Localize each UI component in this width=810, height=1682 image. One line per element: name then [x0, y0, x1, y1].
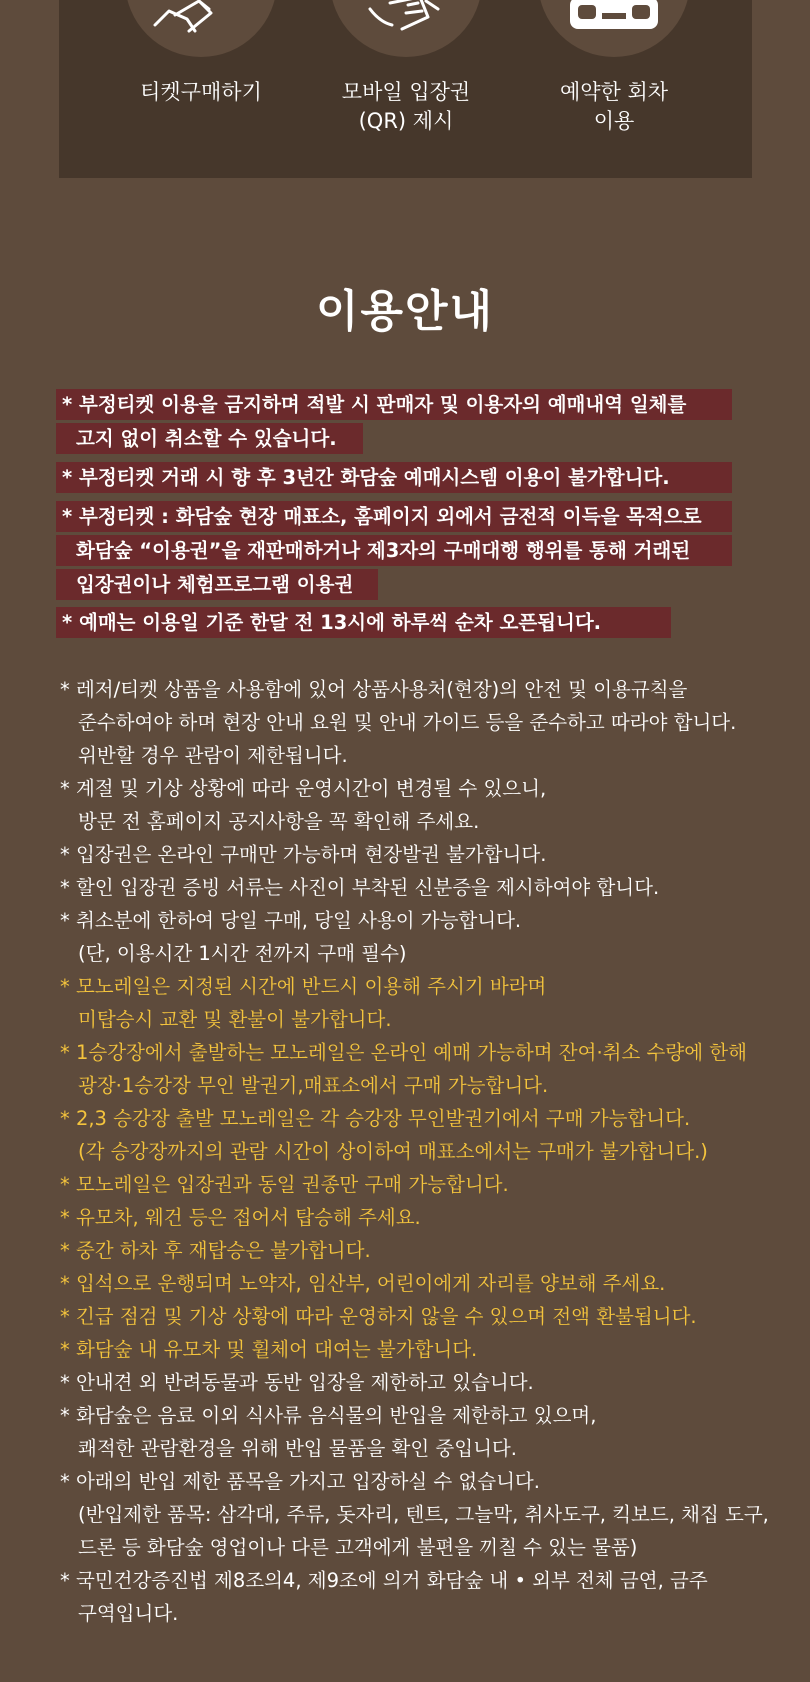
usage-rules-list	[60, 673, 800, 1630]
rule-item	[60, 673, 800, 772]
notice-line: * 예매는 이용일 기준 한달 전 13시에 하루씩 순차 오픈됩니다.	[56, 607, 671, 638]
rule-text: * 취소분에 한하여 당일 구매, 당일 사용이 가능합니다.	[60, 909, 522, 932]
rule-item	[60, 1168, 800, 1201]
notice-line: 고지 없이 취소할 수 있습니다.	[56, 423, 363, 454]
notice-line: 화담숲 “이용권”을 재판매하거나 제3자의 구매대행 행위를 통해 거래된	[56, 535, 732, 566]
rule-item	[60, 772, 800, 838]
rule-item	[60, 1465, 800, 1564]
rule-continuation-text: 위반할 경우 관람이 제한됩니다.	[78, 744, 348, 767]
rule-continuation-text: 구역입니다.	[78, 1602, 179, 1625]
rule-text: * 중간 하차 후 재탑승은 불가합니다.	[60, 1239, 371, 1262]
step-2-label	[306, 78, 506, 136]
rule-item	[60, 1333, 800, 1366]
rule-item	[60, 970, 800, 1036]
rule-item	[60, 1564, 800, 1630]
step-1-label-line: 티켓구매하기	[140, 80, 262, 104]
rule-continuation-text: (각 승강장까지의 관람 시간이 상이하여 매표소에서는 구매가 불가합니다.)	[78, 1140, 708, 1163]
rule-text: * 유모차, 웨건 등은 접어서 탑승해 주세요.	[60, 1206, 421, 1229]
step-1-circle	[125, 0, 277, 57]
rule-text: * 국민건강증진법 제8조의4, 제9조에 의거 화담숲 내 • 외부 전체 금연, 금주	[60, 1569, 708, 1592]
hand-ticket-icon	[125, 0, 277, 57]
notice-line: * 부정티켓 거래 시 향 후 3년간 화담숲 예매시스템 이용이 불가합니다.	[56, 462, 732, 493]
rule-item	[60, 1366, 800, 1399]
rule-text: * 입석으로 운행되며 노약자, 임산부, 어린이에게 자리를 양보해 주세요.	[60, 1272, 666, 1295]
step-2-circle	[330, 0, 482, 57]
rule-text: * 1승강장에서 출발하는 모노레일은 온라인 예매 가능하며 잔여·취소 수량에 한해	[60, 1041, 747, 1064]
monorail-icon	[538, 0, 690, 57]
rule-text: * 모노레일은 지정된 시간에 반드시 이용해 주시기 바라며	[60, 975, 547, 998]
rule-item	[60, 1300, 800, 1333]
notice-line: 입장권이나 체험프로그램 이용권	[56, 569, 378, 600]
rule-text: * 안내견 외 반려동물과 동반 입장을 제한하고 있습니다.	[60, 1371, 534, 1394]
rule-text: * 할인 입장권 증빙 서류는 사진이 부착된 신분증을 제시하여야 합니다.	[60, 876, 660, 899]
notice-line: * 부정티켓 : 화담숲 현장 매표소, 홈페이지 외에서 금전적 이득을 목적으로	[56, 501, 732, 532]
rule-text: * 아래의 반입 제한 품목을 가지고 입장하실 수 없습니다.	[60, 1470, 540, 1493]
rule-text: * 모노레일은 입장권과 동일 권종만 구매 가능합니다.	[60, 1173, 509, 1196]
rule-item	[60, 1399, 800, 1465]
rule-continuation-text: 방문 전 홈페이지 공지사항을 꼭 확인해 주세요.	[78, 810, 480, 833]
rule-continuation-text: 드론 등 화담숲 영업이나 다른 고객에게 불편을 끼칠 수 있는 물품)	[78, 1536, 638, 1559]
step-3-label	[514, 78, 714, 136]
notice-line: * 부정티켓 이용을 금지하며 적발 시 판매자 및 이용자의 예매내역 일체를	[56, 389, 732, 420]
rule-text: * 긴급 점검 및 기상 상황에 따라 운영하지 않을 수 있으며 전액 환불됩니다.	[60, 1305, 697, 1328]
step-3-label-line-2: 이용	[593, 109, 635, 133]
step-3-label-line-1: 예약한 회차	[559, 80, 669, 104]
rule-text: * 2,3 승강장 출발 모노레일은 각 승강장 무인발권기에서 구매 가능합니다.	[60, 1107, 691, 1130]
rule-continuation-text: (단, 이용시간 1시간 전까지 구매 필수)	[78, 942, 407, 965]
rule-continuation-text: (반입제한 품목: 삼각대, 주류, 돗자리, 텐트, 그늘막, 취사도구, 킥보드, 채집 도구,	[78, 1503, 769, 1526]
rule-text: * 레저/티켓 상품을 사용함에 있어 상품사용처(현장)의 안전 및 이용규칙을	[60, 678, 688, 701]
step-2-label-line-1: 모바일 입장권	[341, 80, 471, 104]
step-2-label-line-2: (QR) 제시	[358, 109, 454, 133]
rule-text: * 화담숲은 음료 이외 식사류 음식물의 반입을 제한하고 있으며,	[60, 1404, 597, 1427]
rule-item	[60, 904, 800, 970]
rule-item	[60, 1234, 800, 1267]
rule-text: * 입장권은 온라인 구매만 가능하며 현장발권 불가합니다.	[60, 843, 547, 866]
section-title: 이용안내	[315, 286, 494, 337]
phone-qr-icon	[330, 0, 482, 57]
rule-item	[60, 1201, 800, 1234]
step-3-circle	[538, 0, 690, 57]
rule-text: * 화담숲 내 유모차 및 휠체어 대여는 불가합니다.	[60, 1338, 478, 1361]
rule-continuation-text: 미탑승시 교환 및 환불이 불가합니다.	[78, 1008, 392, 1031]
rule-item	[60, 1267, 800, 1300]
rule-item	[60, 838, 800, 871]
rule-text: * 계절 및 기상 상황에 따라 운영시간이 변경될 수 있으니,	[60, 777, 547, 800]
rule-item	[60, 1036, 800, 1102]
rule-continuation-text: 광장·1승강장 무인 발권기,매표소에서 구매 가능합니다.	[78, 1074, 549, 1097]
rule-continuation-text: 준수하여야 하며 현장 안내 요원 및 안내 가이드 등을 준수하고 따라야 합니다.	[78, 711, 737, 734]
rule-continuation-text: 쾌적한 관람환경을 위해 반입 물품을 확인 중입니다.	[78, 1437, 517, 1460]
booking-steps-panel	[59, 0, 752, 178]
step-1-label	[101, 78, 301, 107]
rule-item	[60, 871, 800, 904]
rule-item	[60, 1102, 800, 1168]
